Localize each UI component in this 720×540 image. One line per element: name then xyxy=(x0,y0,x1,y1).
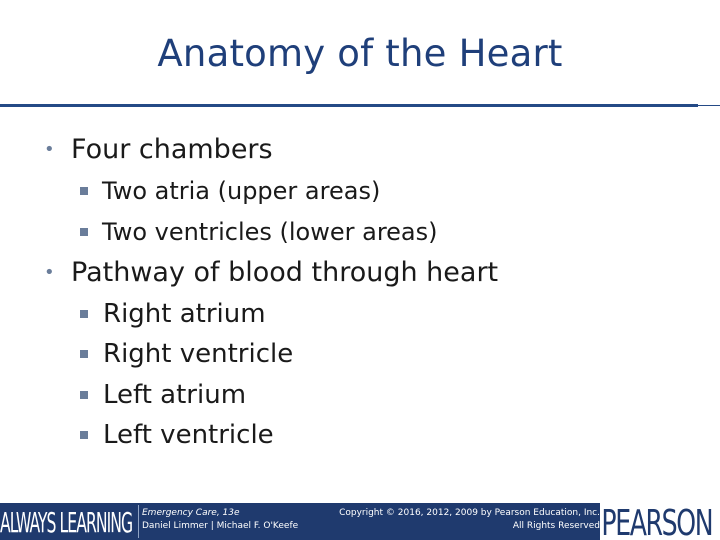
sub-bullet-text: Two ventricles (lower areas) xyxy=(102,218,438,246)
sub-bullet-text: Two atria (upper areas) xyxy=(102,177,381,205)
title-underline xyxy=(0,104,698,107)
square-bullet-icon xyxy=(80,391,88,399)
square-bullet-icon xyxy=(80,228,88,236)
title-underline-cap xyxy=(698,105,720,106)
bullet-text: Pathway of blood through heart xyxy=(71,257,499,288)
square-bullet-icon xyxy=(80,187,88,195)
slide-title: Anatomy of the Heart xyxy=(157,32,563,75)
book-title: Emergency Care, 13e xyxy=(142,508,240,518)
square-bullet-icon xyxy=(80,431,88,439)
pearson-logo-text: PEARSON xyxy=(601,503,713,540)
book-info xyxy=(142,507,298,533)
square-bullet-icon xyxy=(80,350,88,358)
bullet-dot-icon: • xyxy=(44,139,55,160)
book-authors: Daniel Limmer | Michael F. O'Keefe xyxy=(142,521,299,531)
footer-bar xyxy=(0,503,720,540)
always-learning-logo: ALWAYS LEARNING xyxy=(0,506,133,539)
copyright-info xyxy=(339,507,600,533)
sub-bullet-text: Left ventricle xyxy=(103,420,274,450)
bullet-dot-icon: • xyxy=(44,262,55,283)
footer-divider xyxy=(138,505,139,538)
sub-bullet-text: Left atrium xyxy=(103,380,247,410)
sub-bullet-text: Right atrium xyxy=(103,299,266,329)
bullet-text: Four chambers xyxy=(71,134,273,165)
sub-bullet-text: Right ventricle xyxy=(103,339,294,369)
square-bullet-icon xyxy=(80,310,88,318)
rights-line: All Rights Reserved xyxy=(512,521,600,531)
copyright-line: Copyright © 2016, 2012, 2009 by Pearson Education, Inc. xyxy=(339,508,600,518)
pearson-logo xyxy=(600,503,720,540)
